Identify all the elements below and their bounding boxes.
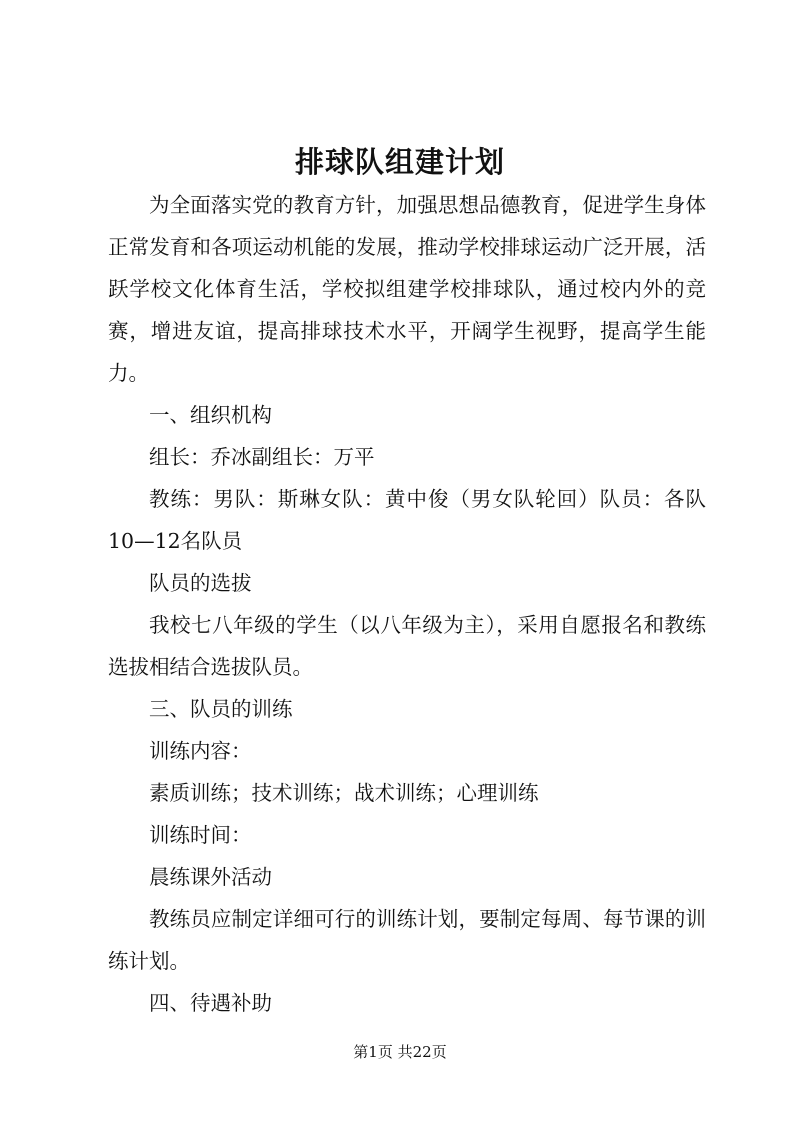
section-heading-selection: 队员的选拔 [149,571,252,595]
paragraph-training-plan: 教练员应制定详细可行的训练计划，要制定每周、每节课的训练计划。 [108,907,706,973]
paragraph-coaches: 教练：男队：斯琳女队：黄中俊（男女队轮回）队员：各队10—12名队员 [108,487,706,553]
document-body [108,184,706,1024]
section-heading-training: 三、队员的训练 [149,697,293,721]
paragraph-intro: 为全面落实党的教育方针，加强思想品德教育，促进学生身体正常发育和各项运动机能的发展，推动学校排球运动广泛开展，活跃学校文化体育生活，学校拟组建学校排球队，通过校内外的竞赛，增进友谊，提高排球技术水平，开阔学生视野，提高学生能力。 [108,193,706,385]
paragraph-leaders: 组长：乔冰副组长：万平 [149,445,375,469]
paragraph-training-content: 素质训练；技术训练；战术训练；心理训练 [149,781,539,805]
paragraph-training-time: 晨练课外活动 [149,865,272,889]
paragraph-training-time-label: 训练时间： [149,823,252,847]
paragraph-selection: 我校七八年级的学生（以八年级为主），采用自愿报名和教练选拔相结合选拔队员。 [108,613,706,679]
paragraph-training-content-label: 训练内容： [149,739,252,763]
page-footer: 第1页 共22页 [353,1043,447,1061]
section-heading-organization: 一、组织机构 [149,403,272,427]
document-title: 排球队组建计划 [294,145,505,179]
section-heading-subsidy: 四、待遇补助 [149,991,272,1015]
